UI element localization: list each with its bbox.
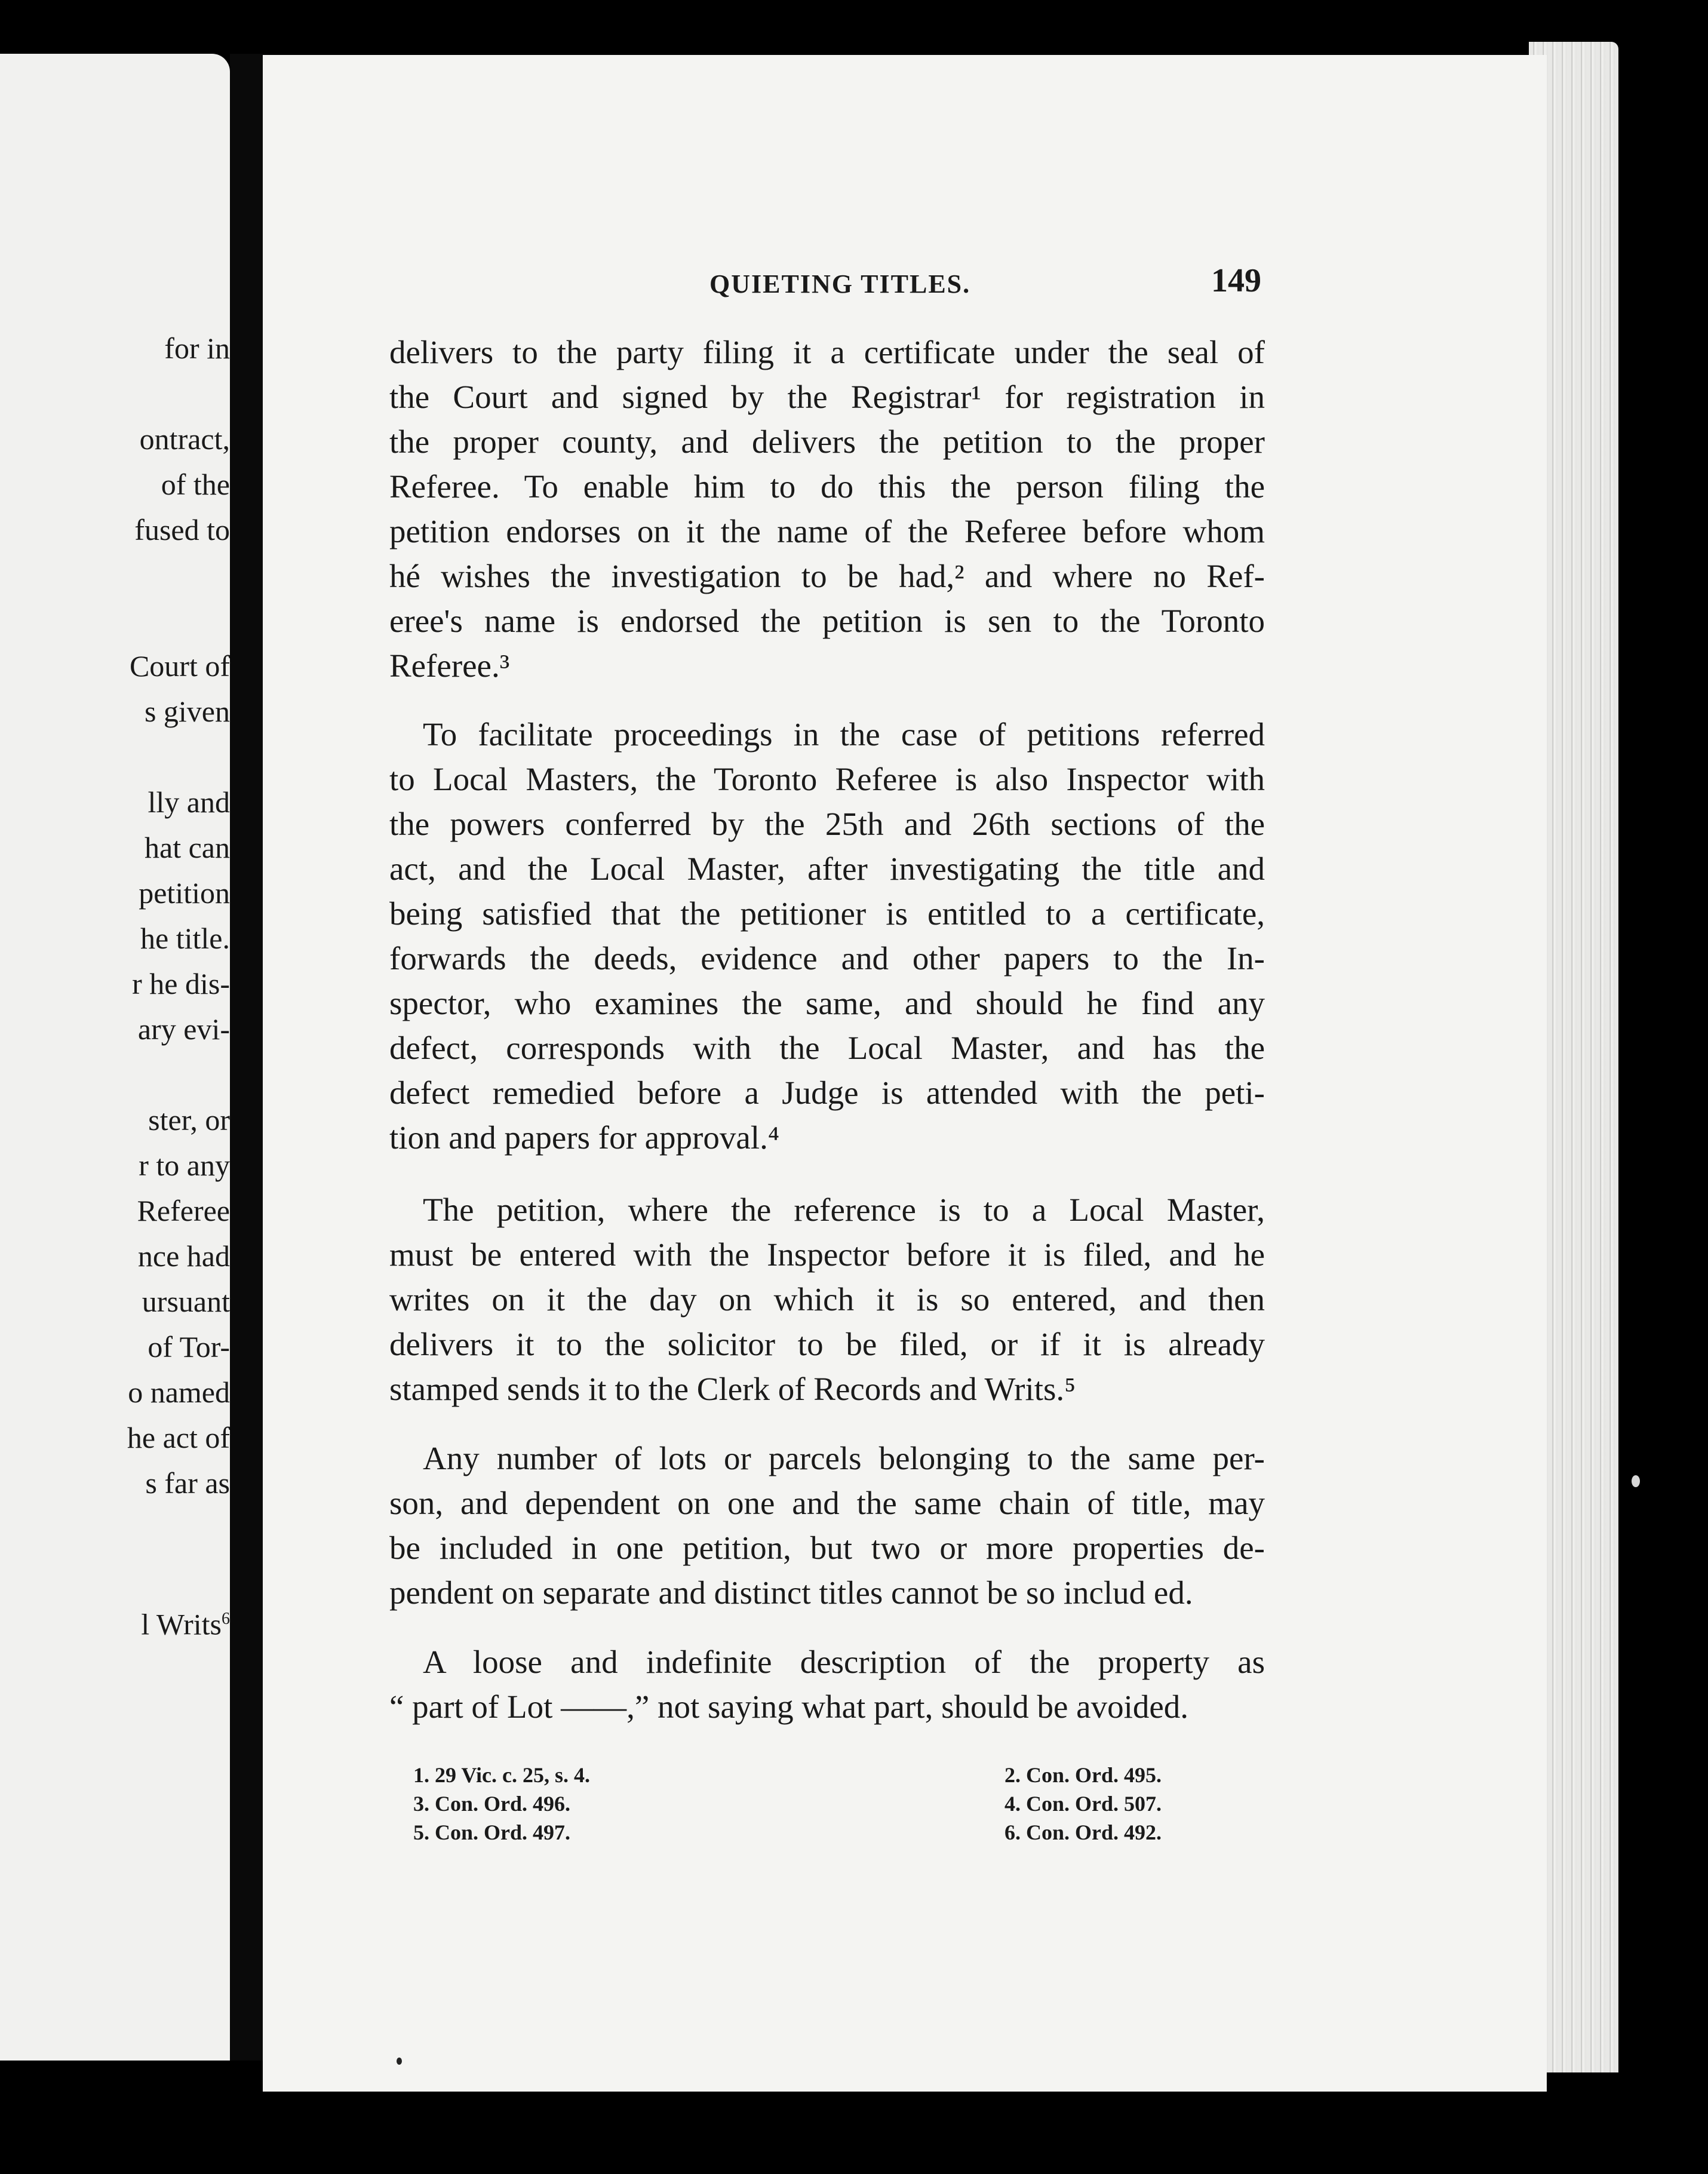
text-line: must be entered with the Inspector before it is filed, and he — [389, 1236, 1265, 1273]
facing-page-line: of the — [161, 468, 230, 501]
ink-speck — [397, 2058, 402, 2065]
facing-page-line: petition — [139, 876, 230, 910]
book-gutter — [230, 54, 263, 2061]
footnote-5: 5. Con. Ord. 497. — [413, 1820, 571, 1844]
text-line: Referee.³ — [389, 647, 510, 684]
ink-speck — [1632, 1475, 1640, 1487]
text-line: pendent on separate and distinct titles cannot be so includ ed. — [389, 1574, 1193, 1611]
facing-page-line: ontract, — [139, 422, 230, 456]
text-line: writes on it the day on which it is so entered, and then — [389, 1281, 1265, 1318]
page-number: 149 — [1211, 262, 1261, 299]
text-line: “ part of Lot ——,” not saying what part, should be avoided. — [389, 1688, 1189, 1725]
facing-page-line: he act of — [127, 1421, 230, 1454]
footnote-marker: 6 — [222, 1610, 230, 1628]
text-line: Any number of lots or parcels belonging to the same per- — [423, 1440, 1265, 1476]
facing-page-line: he title. — [140, 922, 230, 955]
facing-page-line: Court of — [129, 649, 230, 683]
text-line: the powers conferred by the 25th and 26th sections of the — [389, 806, 1265, 842]
text-line: The petition, where the reference is to a Local Master, — [423, 1192, 1265, 1228]
text-line: to Local Masters, the Toronto Referee is also Inspector with — [389, 761, 1265, 797]
text-line: delivers it to the solicitor to be filed, or if it is already — [389, 1326, 1265, 1362]
text-line: eree's name is endorsed the petition is sen to the Toronto — [389, 603, 1265, 639]
text-line: hé wishes the investigation to be had,² and where no Ref- — [389, 558, 1265, 594]
facing-page-line: l Writs$^6$ — [141, 1607, 230, 1641]
text-line: defect, corresponds with the Local Master, and has the — [389, 1030, 1265, 1066]
text-line: Referee. To enable him to do this the person filing the — [389, 468, 1265, 505]
text-line: To facilitate proceedings in the case of petitions referred — [423, 716, 1265, 753]
text-line: the proper county, and delivers the petition to the proper — [389, 423, 1265, 460]
footnote-6: 6. Con. Ord. 492. — [1004, 1820, 1162, 1844]
text-line: forwards the deeds, evidence and other papers to the In- — [389, 940, 1265, 977]
facing-page-line: lly and — [148, 785, 230, 819]
footnote-1: 1. 29 Vic. c. 25, s. 4. — [413, 1763, 590, 1787]
facing-page-line: Referee — [137, 1194, 230, 1227]
text-line: delivers to the party filing it a certificate under the seal of — [389, 334, 1265, 370]
facing-page-line: of Tor- — [148, 1330, 230, 1364]
facing-page-line: r he dis- — [132, 967, 230, 1000]
text-line: son, and dependent on one and the same chain of title, may — [389, 1485, 1265, 1521]
paragraph — [389, 712, 1265, 1160]
footnote-2: 2. Con. Ord. 495. — [1004, 1763, 1162, 1787]
text-line: be included in one petition, but two or more properties de- — [389, 1530, 1265, 1566]
paragraph — [389, 330, 1265, 688]
facing-page-line: s given — [144, 695, 230, 728]
running-head: QUIETING TITLES. — [709, 269, 971, 299]
footnote-3: 3. Con. Ord. 496. — [413, 1792, 571, 1816]
facing-page-line: s far as — [145, 1466, 230, 1500]
facing-page-line: o named — [128, 1375, 230, 1409]
text-line: the Court and signed by the Registrar¹ for registration in — [389, 379, 1265, 415]
text-line: A loose and indefinite description of the property as — [423, 1644, 1265, 1680]
paragraph — [389, 1187, 1265, 1411]
facing-page-line: nce had — [137, 1239, 230, 1273]
text-line: petition endorses on it the name of the Referee before whom — [389, 513, 1265, 549]
text-line: tion and papers for approval.⁴ — [389, 1119, 779, 1156]
facing-page-line: r to any — [139, 1149, 230, 1182]
text-line: spector, who examines the same, and should he find any — [389, 985, 1265, 1021]
text-line: act, and the Local Master, after investigating the title and — [389, 850, 1265, 887]
text-line: defect remedied before a Judge is attended with the peti- — [389, 1074, 1265, 1111]
text-line: being satisfied that the petitioner is entitled to a certificate, — [389, 895, 1265, 932]
text-line: stamped sends it to the Clerk of Records and Writs.⁵ — [389, 1371, 1076, 1407]
facing-page-line: ary evi- — [137, 1012, 230, 1046]
facing-page-line: for in — [164, 331, 230, 365]
paragraph — [389, 1639, 1265, 1729]
paragraph — [389, 1436, 1265, 1615]
facing-page-fragment — [0, 54, 230, 2061]
footnote-4: 4. Con. Ord. 507. — [1004, 1792, 1162, 1816]
facing-page-line: ursuant — [142, 1285, 230, 1318]
facing-page-line: hat can — [145, 831, 230, 864]
facing-page-line: ster, or — [148, 1103, 230, 1137]
facing-page-line: fused to — [134, 513, 230, 546]
